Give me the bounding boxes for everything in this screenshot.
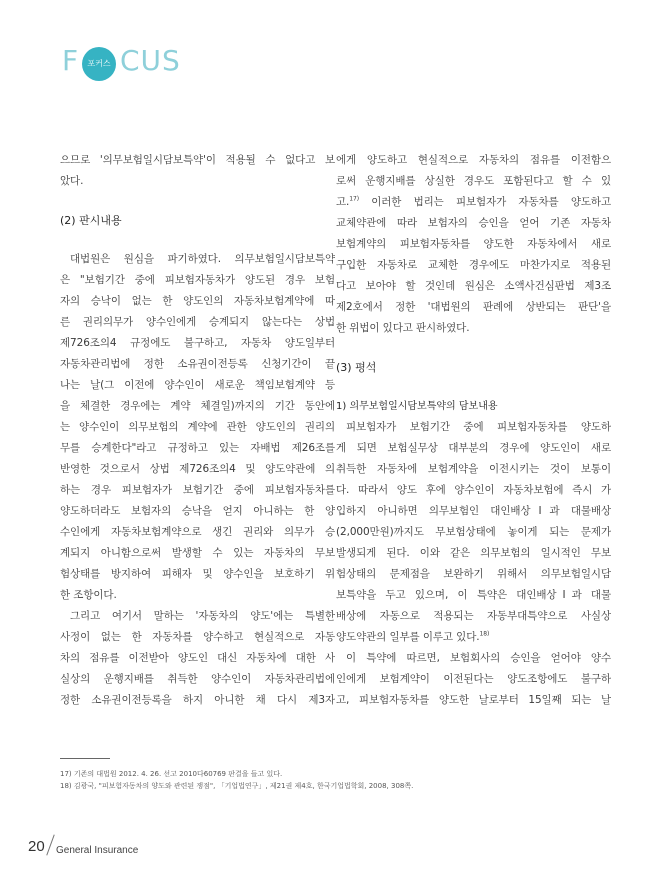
text-line: 른 권리의무가 양수인에게 승계되지 않는다는 상법: [60, 316, 335, 328]
text-fragment: 양도약관의 일부를 이루고 있다.: [336, 631, 480, 643]
left-column: [60, 150, 335, 711]
left-paragraph-2: [60, 249, 335, 606]
subheading-1: 1) 의무보험일시담보특약의 담보내용: [336, 401, 498, 412]
left-paragraph-1: [60, 150, 335, 192]
left-paragraph-3: [60, 606, 335, 711]
text-line: [336, 627, 611, 648]
text-line: 피보험자가 보험기간 중에 피보험자동차를 양도하: [346, 421, 611, 433]
text-line: 고, 피보험자동차를 양도한 날로부터 15일째 되는 날: [336, 694, 611, 706]
text-line: 으므로 '의무보험일시담보특약'이 적용될 수 없다고 보: [60, 154, 335, 166]
text-line: 는 양수인이 의무보험의 계약에 관한 양도인의 권리의: [60, 421, 335, 433]
text-line: 험상태의 문제점을 보완하기 위해서 의무보험일시담: [336, 568, 611, 580]
text-line: 대법원은 원심을 파기하였다. 의무보험일시담보특약: [70, 253, 335, 265]
text-line: 보험계약의 피보험자동차를 양도한 자동차에서 새로: [336, 238, 611, 250]
text-line: 사정이 없는 한 자동차를 양수하고 현실적으로 자동: [60, 631, 335, 643]
text-line: 실상의 운행지배를 취득한 양수인이 자동차관리법에: [60, 673, 335, 685]
text-line: 한 조항이다.: [60, 589, 117, 601]
text-line: 자동차관리법에 정한 소유권이전등록 신청기간이 끝: [60, 358, 335, 370]
logo-o-circle: [82, 47, 116, 81]
text-line: 무를 승계한다"라고 규정하고 있는 자배법 제26조를: [60, 442, 335, 454]
text-line: 반영한 것으로서 상법 제726조의4 및 양도약관에 의: [60, 463, 335, 475]
text-fragment: 이러한 법리는 피보험자가 자동차를 양도하고: [358, 196, 611, 208]
right-column: [336, 150, 611, 711]
text-line: 인에게 보험계약이 이전된다는 양도조항에도 불구하: [336, 673, 611, 685]
text-line: 나는 날(그 이전에 양수인이 새로운 책임보험계약 등: [60, 379, 335, 391]
logo-o-text: 포커스: [87, 59, 111, 68]
footnote-divider: [60, 758, 110, 759]
text-line: 구입한 자동차로 교체한 경우에도 마찬가지로 적용된: [336, 259, 611, 271]
text-line: 배상에 자동으로 적용되는 자동부대특약으로 사실상: [336, 610, 611, 622]
text-line: 았다.: [60, 175, 84, 187]
focus-logo: [62, 44, 181, 84]
text-line: 을 체결한 경우에는 계약 체결일)까지의 기간 동안에: [60, 400, 335, 412]
text-line: 다. 따라서 양도 후에 양수인이 자동차보험에 즉시 가: [336, 484, 611, 496]
text-line: 취득한 자동차에 보험계약을 이전시키는 것이 보통이: [336, 463, 611, 475]
right-paragraph-2: [336, 417, 611, 648]
text-fragment: 고.: [336, 196, 350, 208]
text-line: 제2호에서 정한 '대법원의 판례에 상반되는 판단'을: [336, 301, 611, 313]
right-paragraph-1: [336, 150, 611, 339]
magazine-name: General Insurance: [56, 845, 139, 856]
text-line: 정한 소유권이전등록을 하지 아니한 채 다시 제3자: [60, 694, 335, 706]
text-line: 발생되게 된다. 이와 같은 의무보험의 일시적인 무보: [336, 547, 611, 559]
text-line: 제726조의4 규정에도 불구하고, 자동차 양도일부터: [60, 337, 335, 349]
text-line: 에게 양도하고 현실적으로 자동차의 점유를 이전함으: [336, 154, 611, 166]
footnote-18: 18) 김광국, "피보험자동차의 양도와 관련된 쟁점", 「기업법연구」, 제21권 제4호, 한국기업법학회, 2008, 308쪽.: [60, 782, 414, 790]
text-line: 험상태를 방지하여 피해자 및 양수인을 보호하기 위: [60, 568, 335, 580]
text-line: 입하지 아니하면 의무보험인 대인배상Ⅰ과 대물배상: [336, 505, 611, 517]
footnote-ref-17: 17): [349, 195, 359, 203]
text-line: 양도하더라도 보험자의 승낙을 얻지 아니하는 한 양: [60, 505, 335, 517]
text-line: 게 되면 보험실무상 대부분의 경우에 양도인이 새로: [336, 442, 611, 454]
footnote-17: 17) 기존의 대법원 2012. 4. 26. 선고 2010다60769 판결을 들고 있다.: [60, 770, 283, 778]
text-line: [336, 192, 611, 213]
section-heading-2: (2) 판시내용: [60, 214, 122, 227]
text-line: 이 특약에 따르면, 보험회사의 승인을 얻어야 양수: [346, 652, 611, 664]
text-line: 로써 운행지배를 상실한 경우도 포함된다고 할 수 있: [336, 175, 611, 187]
footnote-ref-18: 18): [479, 630, 490, 638]
text-line: 자의 승낙이 없는 한 양도인의 자동차보험계약에 따: [60, 295, 335, 307]
text-line: 차의 점유를 이전받아 양도인 대신 자동차에 대한 사: [60, 652, 335, 664]
text-line: 한 위법이 있다고 판시하였다.: [336, 322, 470, 334]
text-line: (2,000만원)까지도 무보험상태에 놓이게 되는 문제가: [336, 526, 611, 538]
footer-slash-divider: [46, 834, 54, 855]
logo-letters-cus: CUS: [120, 44, 181, 77]
text-line: 하는 경우 피보험자가 보험기간 중에 피보험자동차를: [60, 484, 335, 496]
logo-letter-f: F: [62, 44, 80, 77]
text-line: 계되지 아니함으로써 발생할 수 있는 자동차의 무보: [60, 547, 335, 559]
text-line: 다고 보아야 할 것인데 원심은 소액사건심판법 제3조: [336, 280, 611, 292]
text-line: 수인에게 자동차보험계약으로 생긴 권리와 의무가 승: [60, 526, 335, 538]
right-paragraph-3: [336, 648, 611, 711]
footnotes: [60, 768, 600, 792]
page-number: 20: [28, 838, 45, 855]
text-line: 교체약관에 따라 보험자의 승인을 얻어 기존 자동차: [336, 217, 611, 229]
text-line: 은 "보험기간 중에 피보험자동차가 양도된 경우 보험: [60, 274, 335, 286]
text-line: 그리고 여기서 말하는 '자동차의 양도'에는 특별한: [70, 610, 335, 622]
text-line: 보특약을 두고 있으며, 이 특약은 대인배상Ⅰ과 대물: [336, 589, 611, 601]
section-heading-3: (3) 평석: [336, 361, 377, 374]
